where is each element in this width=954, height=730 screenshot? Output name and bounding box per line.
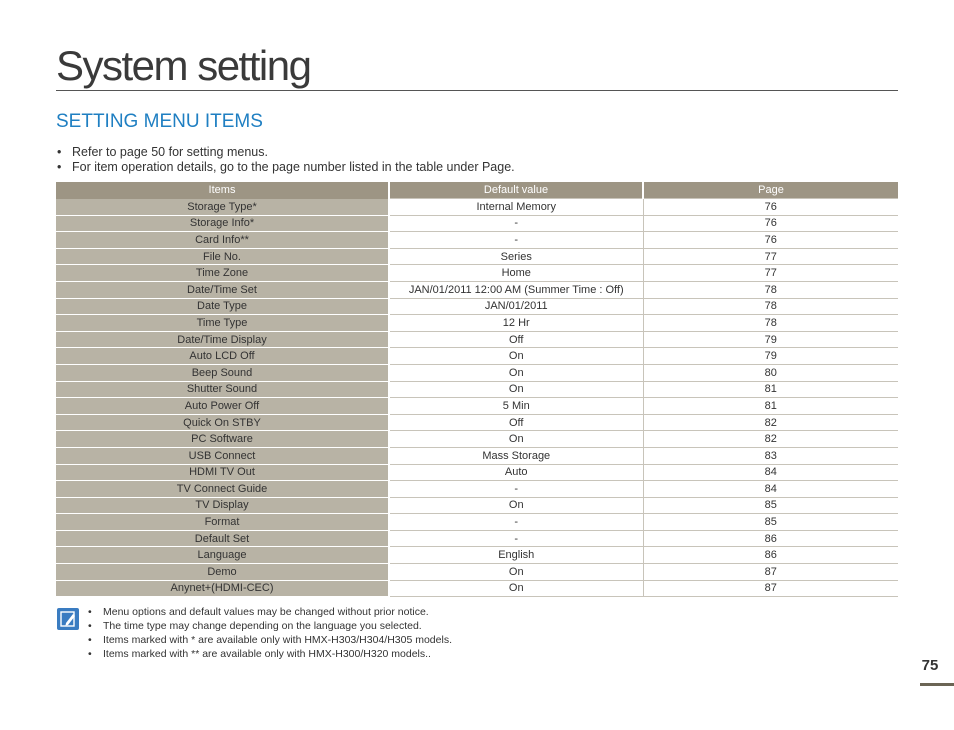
intro-note: • Refer to page 50 for setting menus. (56, 145, 515, 160)
intro-note: • For item operation details, go to the page number listed in the table under Page. (56, 160, 515, 175)
table-row (56, 564, 898, 581)
section-heading: SETTING MENU ITEMS (56, 111, 263, 132)
table-row (56, 281, 898, 298)
settings-table (56, 182, 898, 597)
default-value-cell: On (389, 431, 643, 448)
item-cell: Storage Type* (56, 199, 389, 216)
item-cell: Language (56, 547, 389, 564)
item-cell: USB Connect (56, 447, 389, 464)
page-cell: 80 (643, 364, 898, 381)
header-items: Items (56, 182, 389, 199)
item-cell: Auto Power Off (56, 398, 389, 415)
page-cell: 81 (643, 398, 898, 415)
page-cell: 76 (643, 199, 898, 216)
item-cell: Auto LCD Off (56, 348, 389, 365)
default-value-cell: On (389, 564, 643, 581)
item-cell: Date/Time Set (56, 281, 389, 298)
table-body (56, 199, 898, 597)
item-cell: Date Type (56, 298, 389, 315)
item-cell: HDMI TV Out (56, 464, 389, 481)
table-row (56, 398, 898, 415)
table-row (56, 265, 898, 282)
page-number-bar (920, 683, 954, 686)
item-cell: Time Type (56, 315, 389, 332)
default-value-cell: JAN/01/2011 12:00 AM (Summer Time : Off) (389, 281, 643, 298)
page-cell: 87 (643, 580, 898, 597)
table-row (56, 232, 898, 249)
table-row (56, 248, 898, 265)
table-row (56, 547, 898, 564)
item-cell: Demo (56, 564, 389, 581)
page-cell: 78 (643, 298, 898, 315)
title-divider (56, 90, 898, 91)
page-cell: 79 (643, 331, 898, 348)
default-value-cell: - (389, 530, 643, 547)
default-value-cell: On (389, 381, 643, 398)
page-cell: 78 (643, 281, 898, 298)
page-cell: 87 (643, 564, 898, 581)
table-row (56, 514, 898, 531)
default-value-cell: JAN/01/2011 (389, 298, 643, 315)
default-value-cell: - (389, 481, 643, 498)
note-item: • The time type may change depending on the language you selected. (88, 619, 452, 633)
notes-list (88, 605, 452, 661)
page-number: 75 (921, 657, 939, 674)
default-value-cell: On (389, 364, 643, 381)
default-value-cell: Off (389, 414, 643, 431)
note-item: • Menu options and default values may be changed without prior notice. (88, 605, 452, 619)
default-value-cell: Internal Memory (389, 199, 643, 216)
table-row (56, 348, 898, 365)
default-value-cell: Mass Storage (389, 447, 643, 464)
default-value-cell: 5 Min (389, 398, 643, 415)
page-cell: 81 (643, 381, 898, 398)
item-cell: Date/Time Display (56, 331, 389, 348)
item-cell: File No. (56, 248, 389, 265)
item-cell: Quick On STBY (56, 414, 389, 431)
table-row (56, 315, 898, 332)
default-value-cell: - (389, 232, 643, 249)
default-value-cell: 12 Hr (389, 315, 643, 332)
table-row (56, 298, 898, 315)
item-cell: Storage Info* (56, 215, 389, 232)
page-cell: 82 (643, 431, 898, 448)
table-row (56, 481, 898, 498)
page-cell: 83 (643, 447, 898, 464)
header-page: Page (643, 182, 898, 199)
item-cell: Card Info** (56, 232, 389, 249)
page-cell: 85 (643, 497, 898, 514)
default-value-cell: On (389, 497, 643, 514)
default-value-cell: On (389, 348, 643, 365)
page-cell: 84 (643, 464, 898, 481)
item-cell: Time Zone (56, 265, 389, 282)
default-value-cell: Series (389, 248, 643, 265)
note-item: • Items marked with ** are available only with HMX-H300/H320 models.. (88, 647, 452, 661)
page-cell: 79 (643, 348, 898, 365)
default-value-cell: On (389, 580, 643, 597)
table-row (56, 331, 898, 348)
item-cell: TV Display (56, 497, 389, 514)
table-row (56, 530, 898, 547)
page-cell: 77 (643, 265, 898, 282)
header-default-value: Default value (389, 182, 643, 199)
page-cell: 76 (643, 215, 898, 232)
page-cell: 84 (643, 481, 898, 498)
intro-notes (56, 145, 515, 175)
default-value-cell: Home (389, 265, 643, 282)
table-row (56, 414, 898, 431)
default-value-cell: English (389, 547, 643, 564)
item-cell: TV Connect Guide (56, 481, 389, 498)
page-cell: 78 (643, 315, 898, 332)
default-value-cell: - (389, 215, 643, 232)
page-title: System setting (56, 42, 311, 89)
table-row (56, 497, 898, 514)
page-cell: 76 (643, 232, 898, 249)
table-row (56, 580, 898, 597)
table-row (56, 431, 898, 448)
page-cell: 85 (643, 514, 898, 531)
default-value-cell: Auto (389, 464, 643, 481)
table-row (56, 381, 898, 398)
note-item: • Items marked with * are available only with HMX-H303/H304/H305 models. (88, 633, 452, 647)
table-row (56, 447, 898, 464)
default-value-cell: Off (389, 331, 643, 348)
item-cell: Default Set (56, 530, 389, 547)
page-cell: 86 (643, 530, 898, 547)
item-cell: Shutter Sound (56, 381, 389, 398)
item-cell: PC Software (56, 431, 389, 448)
page-cell: 77 (643, 248, 898, 265)
page-cell: 86 (643, 547, 898, 564)
table-row (56, 215, 898, 232)
default-value-cell: - (389, 514, 643, 531)
page-cell: 82 (643, 414, 898, 431)
note-pencil-icon (57, 608, 79, 630)
table-header-row (56, 182, 898, 199)
table-row (56, 364, 898, 381)
table-row (56, 199, 898, 216)
item-cell: Beep Sound (56, 364, 389, 381)
item-cell: Format (56, 514, 389, 531)
table-row (56, 464, 898, 481)
item-cell: Anynet+(HDMI-CEC) (56, 580, 389, 597)
